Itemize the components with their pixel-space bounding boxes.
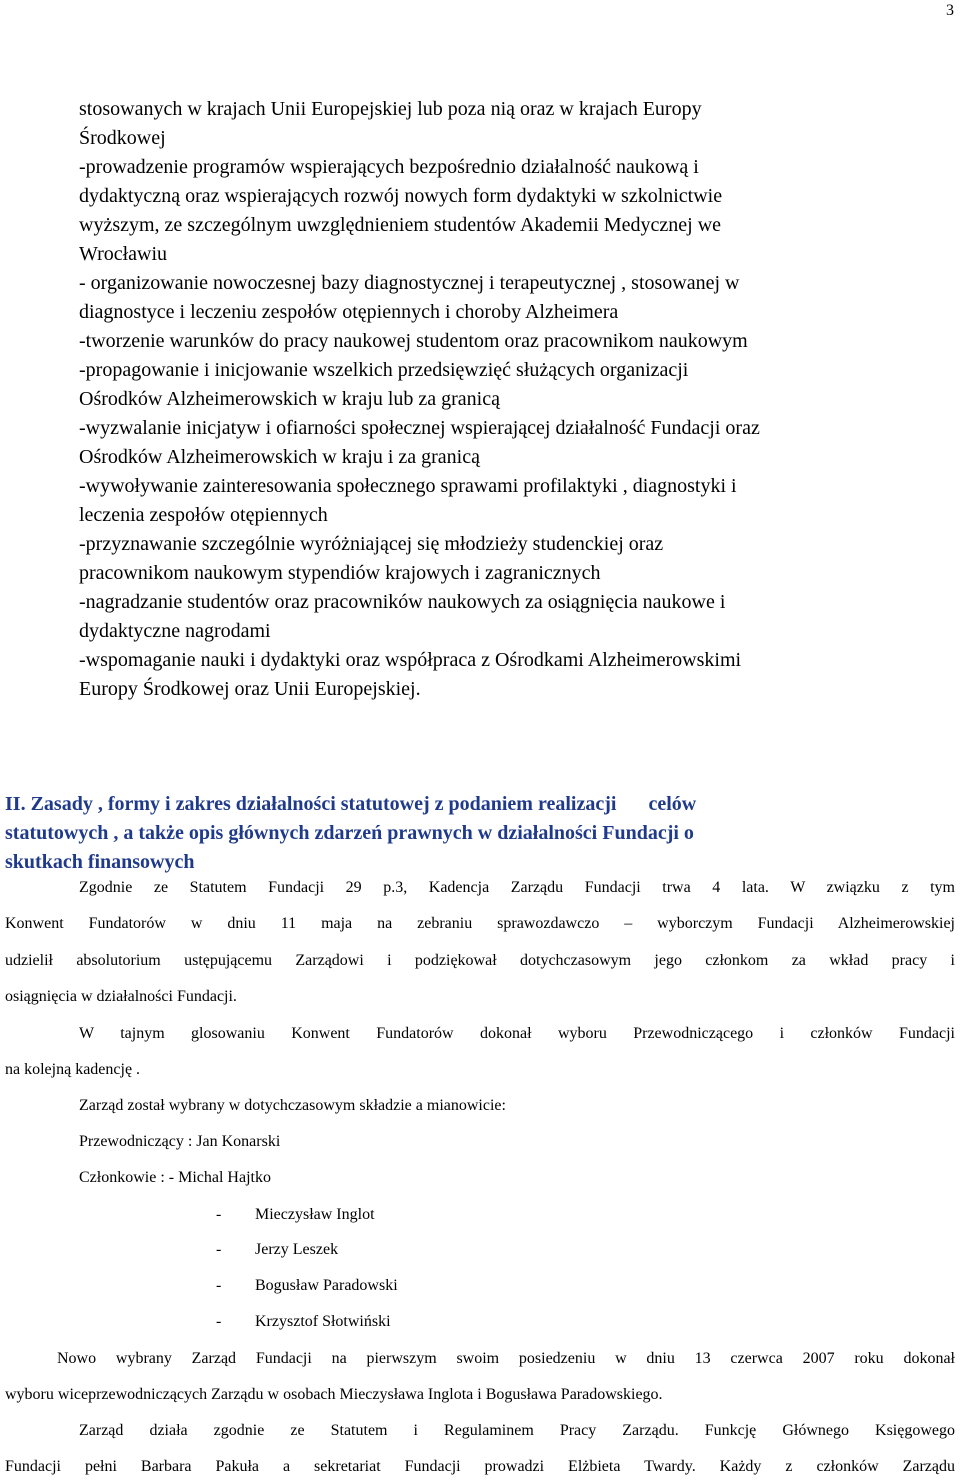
- text-line: diagnostyce i leczeniu zespołów otępiennych i choroby Alzheimera: [79, 301, 619, 323]
- text-line: Ośrodków Alzheimerowskich w kraju i za granicą: [79, 446, 480, 468]
- member-dash: -: [216, 1313, 222, 1330]
- heading-line: skutkach finansowych: [5, 851, 195, 873]
- text-line: -wyzwalanie inicjatyw i ofiarności społecznej wspierającej działalność Fundacji oraz: [79, 417, 760, 439]
- text-line: -wspomaganie nauki i dydaktyki oraz współpraca z Ośrodkami Alzheimerowskimi: [79, 649, 742, 671]
- page-number: 3: [946, 2, 954, 19]
- heading-line: II. Zasady , formy i zakres działalności statutowej z podaniem realizacji: [5, 793, 617, 815]
- text-line: dydaktyczną oraz wspierających rozwój nowych form dydaktyki w szkolnictwie: [79, 185, 723, 207]
- section-heading: [5, 790, 955, 877]
- paragraph-line: na kolejną kadencję .: [5, 1061, 141, 1078]
- text-line: Środkowej: [79, 127, 166, 149]
- text-line: stosowanych w krajach Unii Europejskiej lub poza nią oraz w krajach Europy: [79, 98, 702, 120]
- member-dash: -: [216, 1277, 222, 1294]
- paragraph-line: Fundacji pełni Barbara Pakuła a sekretariat Fundacji prowadzi Elżbieta Twardy. Każdy z członków Zarządu: [5, 1458, 955, 1475]
- text-line: wyższym, ze szczególnym uwzględnieniem studentów Akademii Medycznej we: [79, 214, 722, 236]
- paragraph-line: Zarząd został wybrany w dotychczasowym składzie a mianowicie:: [79, 1097, 506, 1114]
- member-dash: -: [216, 1206, 222, 1223]
- statutory-goals-list: [79, 95, 939, 704]
- board-member: Jerzy Leszek: [255, 1241, 339, 1258]
- paragraph-line: Zarząd działa zgodnie ze Statutem i Regulaminem Pracy Zarządu. Funkcję Głównego Księgowego: [79, 1422, 955, 1439]
- text-line: -propagowanie i inicjowanie wszelkich przedsięwzięć służących organizacji: [79, 359, 689, 381]
- text-line: Ośrodków Alzheimerowskich w kraju lub za granicą: [79, 388, 500, 410]
- text-line: leczenia zespołów otępiennych: [79, 504, 328, 526]
- board-member: Krzysztof Słotwiński: [255, 1313, 391, 1330]
- text-line: -prowadzenie programów wspierających bezpośrednio działalność naukową i: [79, 156, 699, 178]
- paragraph-line: osiągnięcia w działalności Fundacji.: [5, 988, 237, 1005]
- text-line: dydaktyczne nagrodami: [79, 620, 271, 642]
- board-members-intro: Członkowie : - Michal Hajtko: [79, 1169, 271, 1186]
- heading-line: statutowych , a także opis głównych zdarzeń prawnych w działalności Fundacji o: [5, 822, 694, 844]
- paragraph-line: Zgodnie ze Statutem Fundacji 29 p.3, Kadencja Zarządu Fundacji trwa 4 lata. W związku z tym: [79, 879, 955, 896]
- paragraph-line: wyboru wiceprzewodniczących Zarządu w osobach Mieczysława Inglota i Bogusława Paradowskiego.: [5, 1386, 663, 1403]
- heading-line: celów: [648, 793, 697, 815]
- text-line: Europy Środkowej oraz Unii Europejskiej.: [79, 678, 421, 700]
- board-member: Mieczysław Inglot: [255, 1206, 375, 1223]
- text-line: -przyznawanie szczególnie wyróżniającej się młodzieży studenckiej oraz: [79, 533, 664, 555]
- paragraph-line: Konwent Fundatorów w dniu 11 maja na zebraniu sprawozdawczo – wyborczym Fundacji Alzheimerowskiej: [5, 915, 955, 932]
- text-line: -wywoływanie zainteresowania społecznego sprawami profilaktyki , diagnostyki i: [79, 475, 737, 497]
- text-line: -nagradzanie studentów oraz pracowników naukowych za osiągnięcia naukowe i: [79, 591, 726, 613]
- text-line: - organizowanie nowoczesnej bazy diagnostycznej i terapeutycznej , stosowanej w: [79, 272, 740, 294]
- board-chair: Przewodniczący : Jan Konarski: [79, 1133, 281, 1150]
- paragraph-line: Nowo wybrany Zarząd Fundacji na pierwszym swoim posiedzeniu w dniu 13 czerwca 2007 roku dokonał: [57, 1350, 955, 1367]
- board-member: Bogusław Paradowski: [255, 1277, 398, 1294]
- paragraph-line: W tajnym glosowaniu Konwent Fundatorów dokonał wyboru Przewodniczącego i członków Fundacji: [79, 1025, 955, 1042]
- text-line: Wrocławiu: [79, 243, 168, 265]
- text-line: -tworzenie warunków do pracy naukowej studentom oraz pracownikom naukowym: [79, 330, 748, 352]
- text-line: pracownikom naukowym stypendiów krajowych i zagranicznych: [79, 562, 601, 584]
- member-dash: -: [216, 1241, 222, 1258]
- paragraph-line: udzielił absolutorium ustępującemu Zarządowi i podziękował dotychczasowym jego członkom za wkład pracy i: [5, 952, 955, 969]
